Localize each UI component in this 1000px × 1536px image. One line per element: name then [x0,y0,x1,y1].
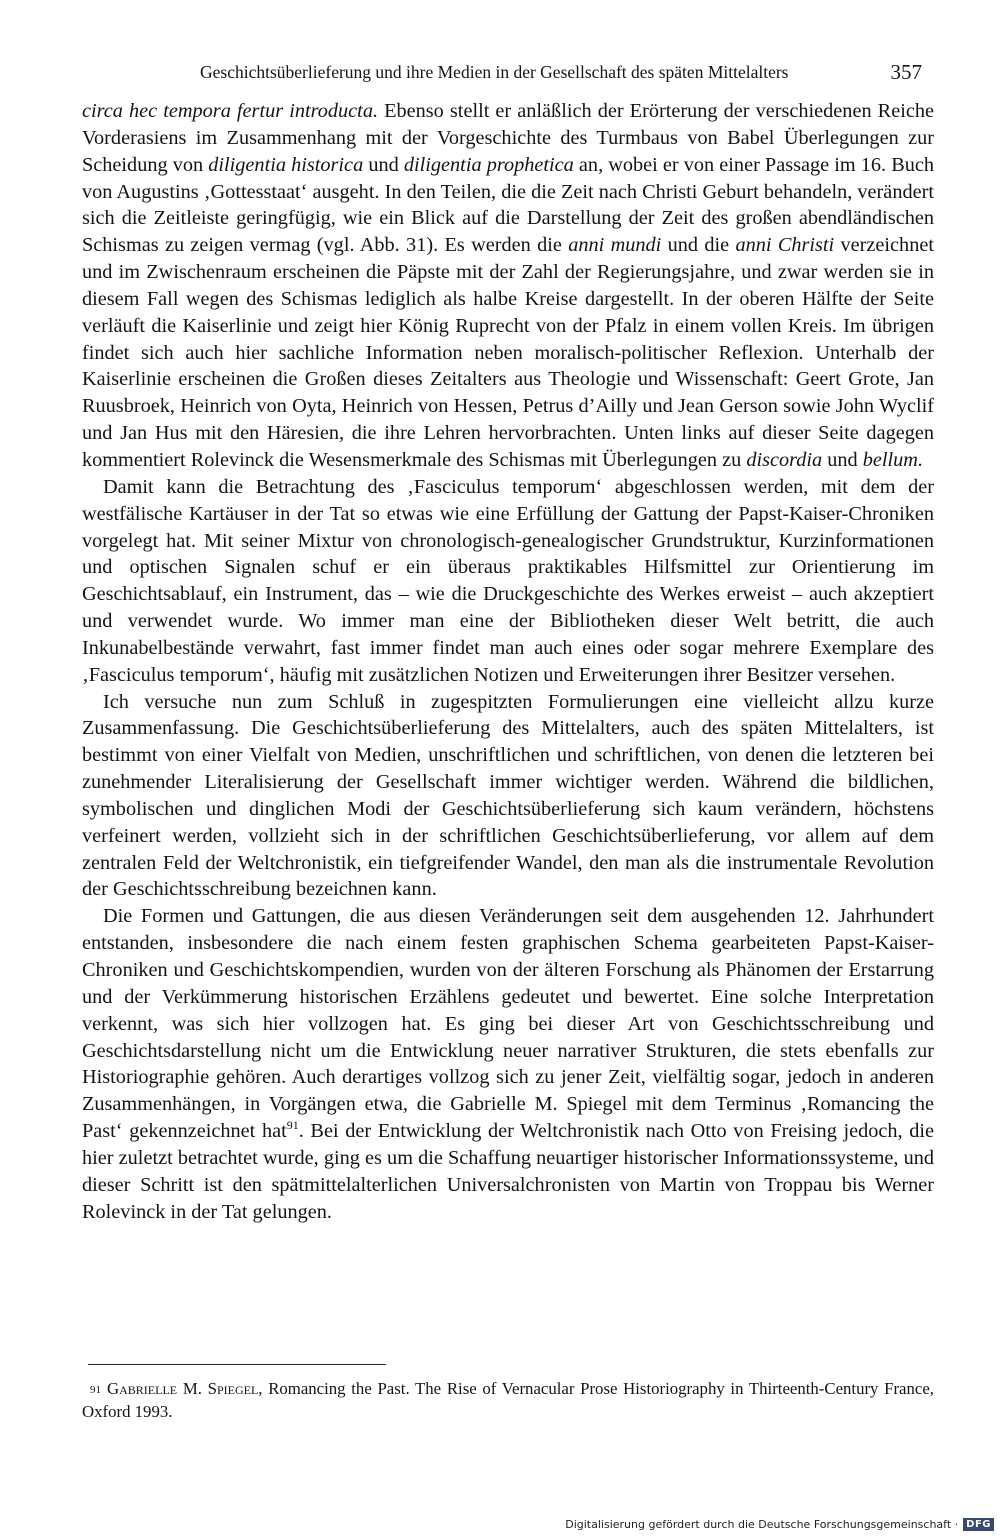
running-title: Geschichtsüberlieferung und ihre Medien in der Gesellschaft des späten Mittelalters [200,62,789,82]
italic-phrase: diligentia historica [208,153,364,176]
footnote-number: 91 [90,1384,101,1396]
page-number: 357 [890,60,922,84]
footnote-rule [88,1364,386,1365]
body-text [82,98,934,1225]
italic-phrase: circa hec tempora fertur introducta. [82,100,379,122]
paragraph [82,903,934,1225]
paragraph [82,98,934,474]
italic-phrase: diligentia prophetica [403,153,574,176]
text-run: Die Formen und Gattungen, die aus diesen Veränderungen seit dem ausgehenden 12. Jahrhundert entstanden, insbesondere die nach einem festen graphischen Schema gearbeiteten Papst-Kaiser-Chroniken und Geschichtskompendien, wurden von der älteren Forschung als Phänomen der Erstarrung und der Verkümmerung historischen Erzählens gedeutet und bewertet. Eine solche Interpretation verkennt, was sich hier vollzogen hat. Es ging bei dieser Art von Geschichtsschreibung und Geschichtsdarstellung nicht um die Entwicklung neuer narrativer Strukturen, die stets ebenfalls zur Historiographie gehören. Auch derartiges vollzog sich zu jener Zeit, vielfältig sogar, jedoch in anderen Zusammenhängen, in Vorgängen etwa, die Gabrielle M. Spiegel mit dem Terminus ‚Romancing the Past‘ gekennzeichnet hat [82,905,934,1143]
text-run: verzeichnet und im Zwischenraum erscheinen die Päpste mit der Zahl der Regierungsjahre, und zwar werden sie in diesem Fall wegen des Schismas lediglich als halbe Kreise dargestellt. In der oberen Hälfte der Seite verläuft die Kaiserlinie und zeigt hier König Ruprecht von der Pfalz in einem vollen Kreis. Im übrigen findet sich auch hier sachliche Information neben moralisch-politischer Reflexion. Unterhalb der Kaiserlinie erscheinen die Großen dieses Zeitalters aus Theologie und Wissenschaft: Geert Grote, Jan Ruusbroek, Heinrich von Oyta, Heinrich von Hessen, Petrus d’Ailly und Jean Gerson sowie John Wyclif und Jan Hus mit den Häresien, die ihre Lehren hervorbrachten. Unten links auf dieser Seite dagegen kommentiert Rolevinck die Wesensmerkmale des Schismas mit Überlegungen zu [82,234,934,471]
dfg-logo: DFG [963,1518,994,1531]
text-run: Ebenso stellt er anläßlich der Erörterung der verschiedenen Reiche Vorderasiens im Zusammenhang mit der Vorgeschichte des Turmbaus von Babel Überlegungen zur Scheidung von [82,100,934,176]
italic-phrase: bellum. [862,448,924,471]
paragraph [82,474,934,689]
italic-phrase: anni mundi [568,234,662,257]
text-run: Ich versuche nun zum Schluß in zugespitzten Formulierungen eine vielleicht allzu kurze Zusammenfassung. Die Geschichtsüberlieferung des Mittelalters, auch des späten Mittelalters, ist bestimmt von einer Vielfalt von Medien, unschriftlichen und schriftlichen, von denen die letzteren bei zunehmender Literalisierung der Gesellschaft immer wichtiger werden. Während die bildlichen, symbolischen und dinglichen Modi der Geschichtsüberlieferung sich kaum verändern, höchstens verfeinert werden, vollzieht sich in der schriftlichen Geschichtsüberlieferung, vor allem auf dem zentralen Feld der Weltchronistik, ein tiefgreifender Wandel, den man als die instrumentale Revolution der Geschichtsschreibung bezeichnen kann. [82,690,934,901]
text-run: Damit kann die Betrachtung des ‚Fasciculus temporum‘ abgeschlossen werden, mit dem der westfälische Kartäuser in der Tat so etwas wie eine Erfüllung der Gattung der Papst-Kaiser-Chroniken vorgelegt hat. Mit seiner Mixtur von chronologisch-genealogischer Grundstruktur, Kurzinformationen und optischen Signalen schuf er ein überaus praktikables Hilfsmittel zur Orientierung im Geschichtsablauf, ein Instrument, das – wie die Druckgeschichte des Werkes erweist – auch akzeptiert und verwendet wurde. Wo immer man eine der Bibliotheken dieser Welt betritt, die auch Inkunabelbestände verwahrt, fast immer findet man auch eines oder sogar mehrere Exemplare des ‚Fasciculus temporum‘, häufig mit zusätzlichen Notizen und Erweiterungen ihrer Besitzer versehen. [82,475,934,686]
footnote-text: , Romancing the Past. The Rise of Vernacular Prose Historiography in Thirteenth-Century France, Oxford 1993. [82,1379,934,1421]
running-head [200,60,922,88]
italic-phrase: discordia [746,448,823,471]
text-run: . Bei der Entwicklung der Weltchronistik nach Otto von Freising jedoch, die hier zuletzt betrachtet wurde, ging es um die Schaffung neuartiger historischer Informationssysteme, und dieser Schritt ist den spätmittelalterlichen Universalchronisten von Martin von Troppau bis Werner Rolevinck in der Tat gelungen. [82,1120,935,1223]
footnote-author: Gabrielle M. Spiegel [107,1379,259,1398]
text-run: und die [661,234,736,257]
paragraph [82,689,934,904]
footnote-reference: 91 [286,1118,299,1133]
footnote [82,1378,934,1423]
text-run: und [822,448,863,471]
digitization-credit [565,1516,994,1532]
text-run: an, wobei er von einer Passage im 16. Buch von Augustins ‚Gottesstaat‘ ausgeht. In den Teilen, die die Zeit nach Christi Geburt behandeln, verändert sich die Zeitleiste geringfügig, wie ein Blick auf die Darstellung der Zeit des großen abendländischen Schismas zu zeigen vermag (vgl. Abb. 31). Es werden die [82,153,935,257]
credit-text: Digitalisierung gefördert durch die Deutsche Forschungsgemeinschaft · [565,1517,959,1531]
text-run: und [363,153,404,176]
italic-phrase: anni Christi [735,234,835,257]
